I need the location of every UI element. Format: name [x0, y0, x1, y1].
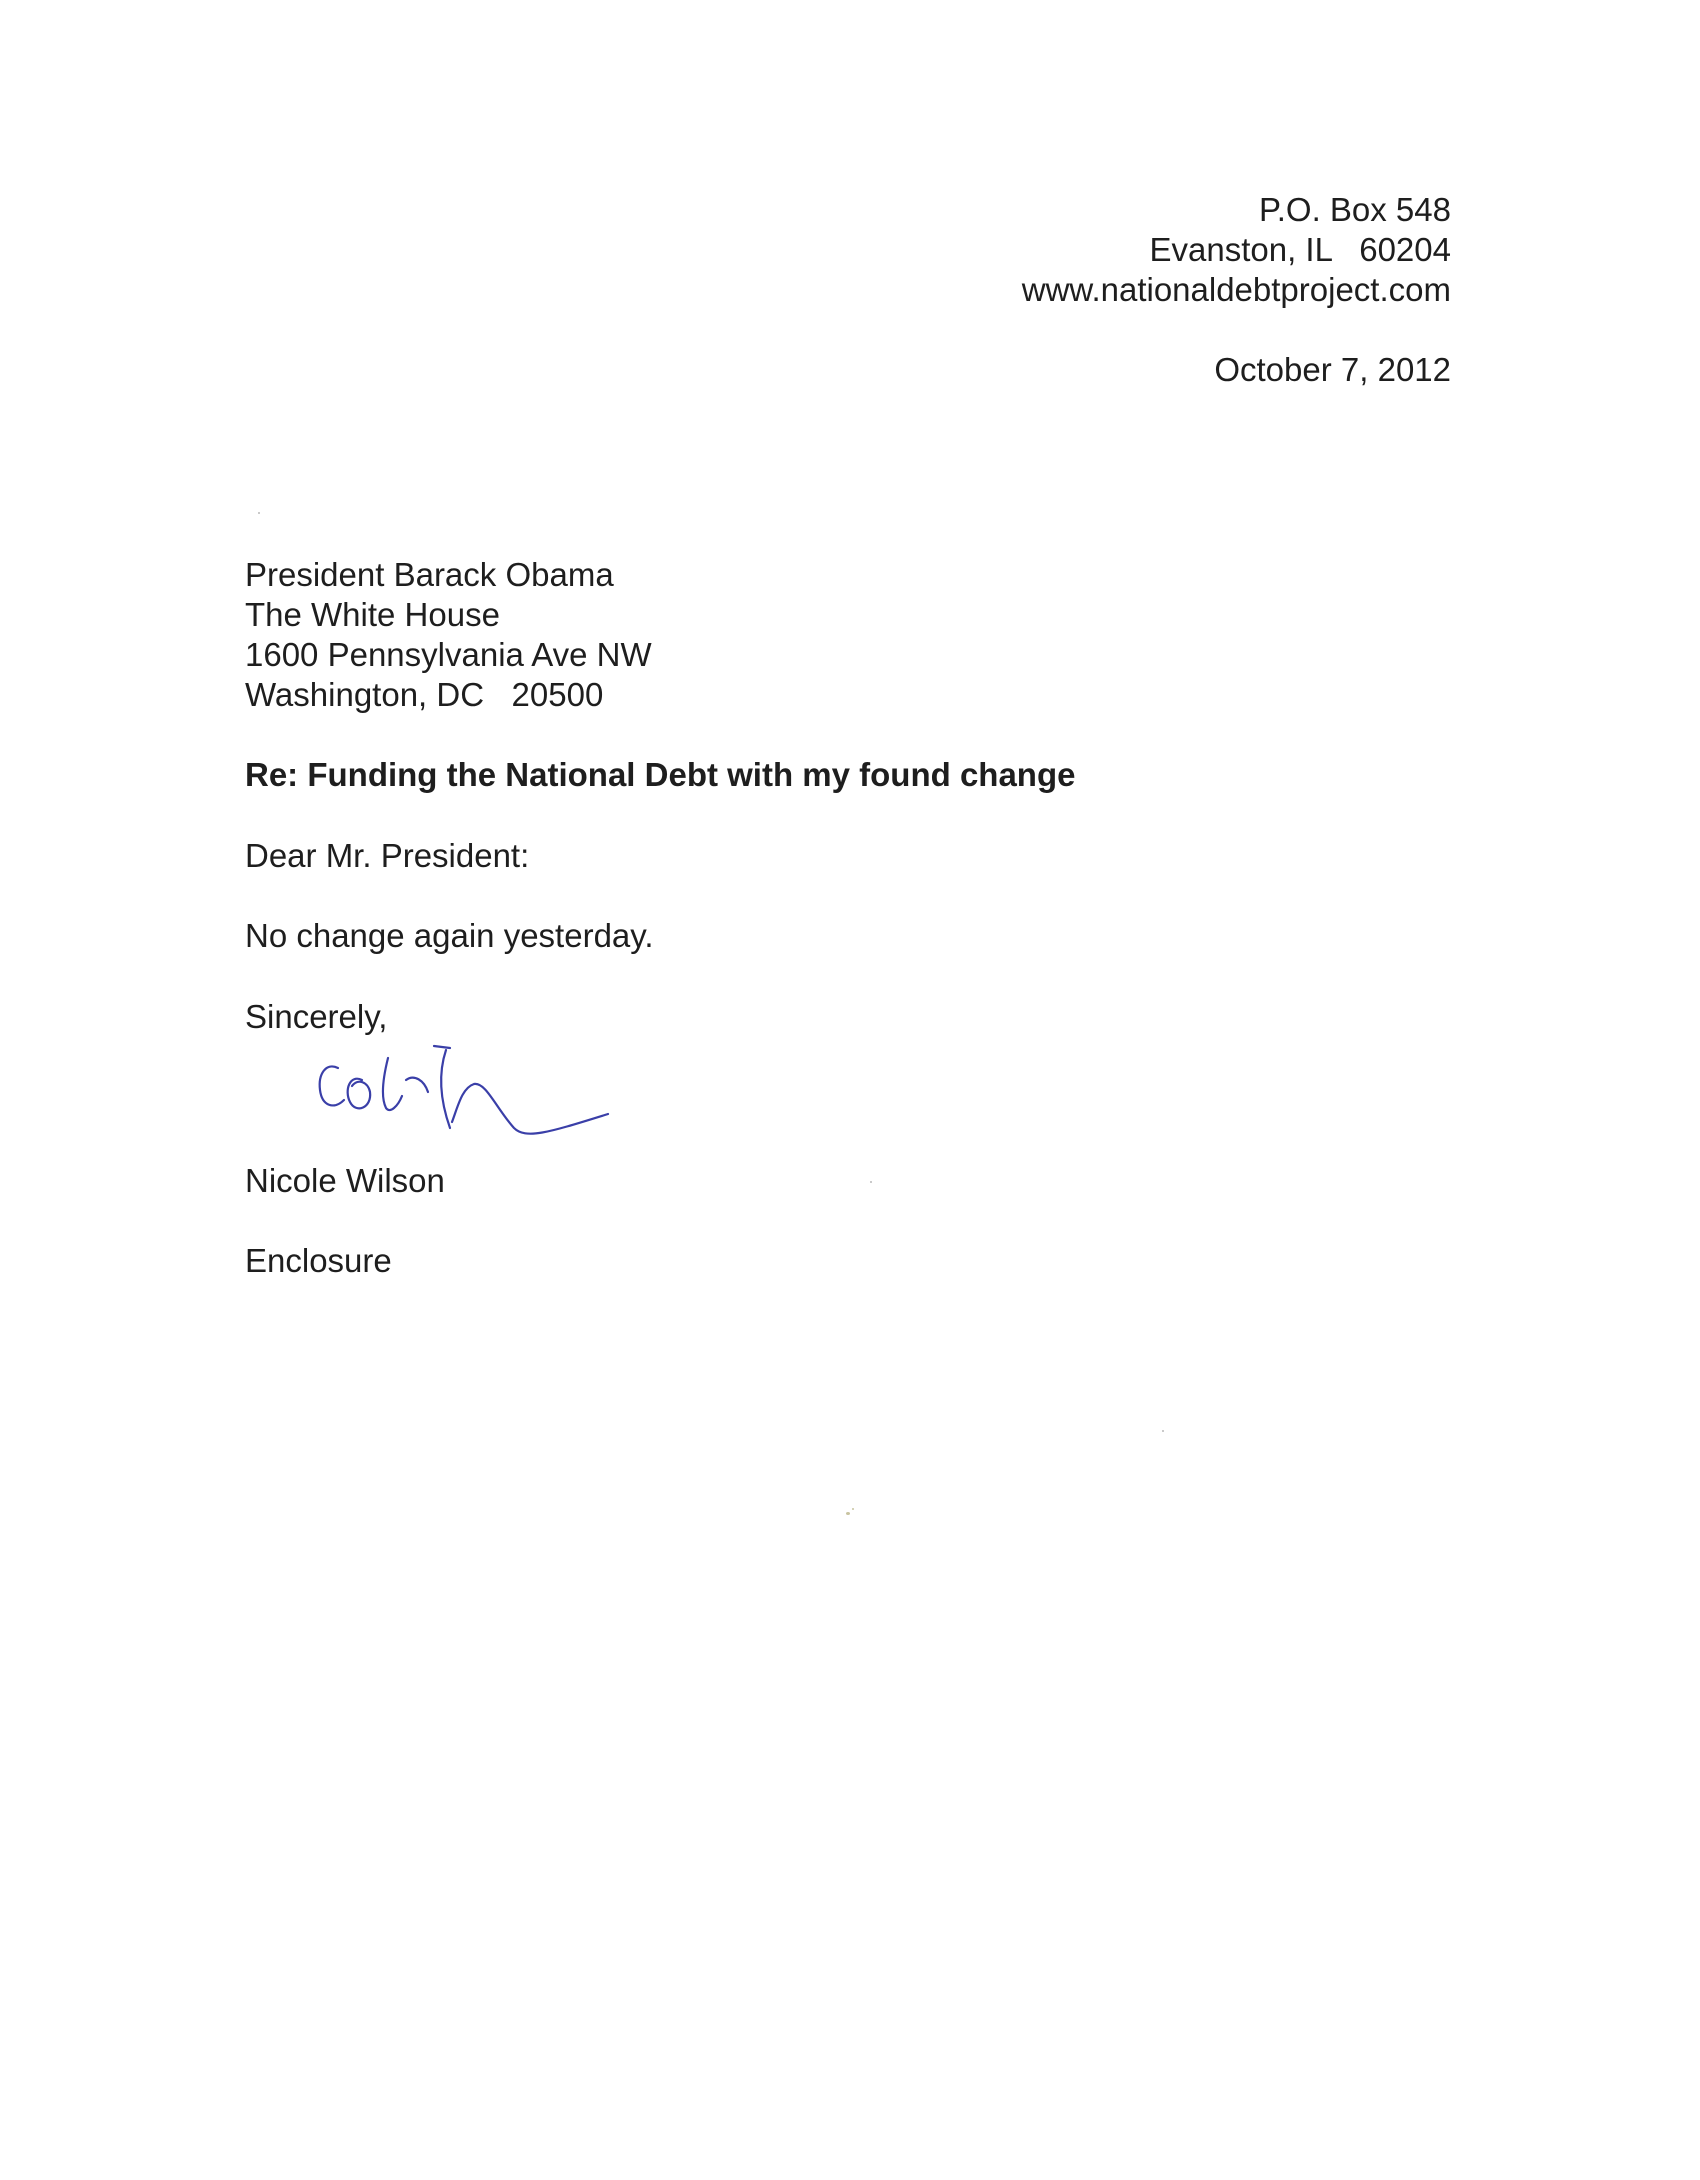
handwritten-signature: [300, 1010, 630, 1170]
recipient-name: President Barack Obama: [245, 556, 614, 593]
recipient-line2: The White House: [245, 596, 500, 633]
paper-speck: [258, 512, 260, 514]
sender-address: [1022, 190, 1451, 310]
enclosure-notation: Enclosure: [245, 1242, 392, 1279]
recipient-line3: 1600 Pennsylvania Ave NW: [245, 636, 652, 673]
salutation: Dear Mr. President:: [245, 837, 530, 874]
signer-name: Nicole Wilson: [245, 1162, 445, 1199]
paper-speck: [846, 1512, 850, 1515]
letter-date: October 7, 2012: [1214, 351, 1451, 388]
closing: Sincerely,: [245, 998, 388, 1035]
sender-website: www.nationaldebtproject.com: [1021, 271, 1451, 308]
recipient-line4: Washington, DC 20500: [245, 676, 604, 713]
paper-speck: [870, 1181, 872, 1183]
paper-speck: [1162, 1430, 1164, 1432]
sender-address-line2: Evanston, IL 60204: [1149, 231, 1451, 268]
sender-address-line1: P.O. Box 548: [1258, 191, 1451, 228]
subject-line: Re: Funding the National Debt with my found change: [245, 756, 1076, 793]
recipient-address: [245, 555, 652, 715]
letter-body: No change again yesterday.: [245, 917, 654, 954]
paper-speck: [852, 1508, 854, 1510]
